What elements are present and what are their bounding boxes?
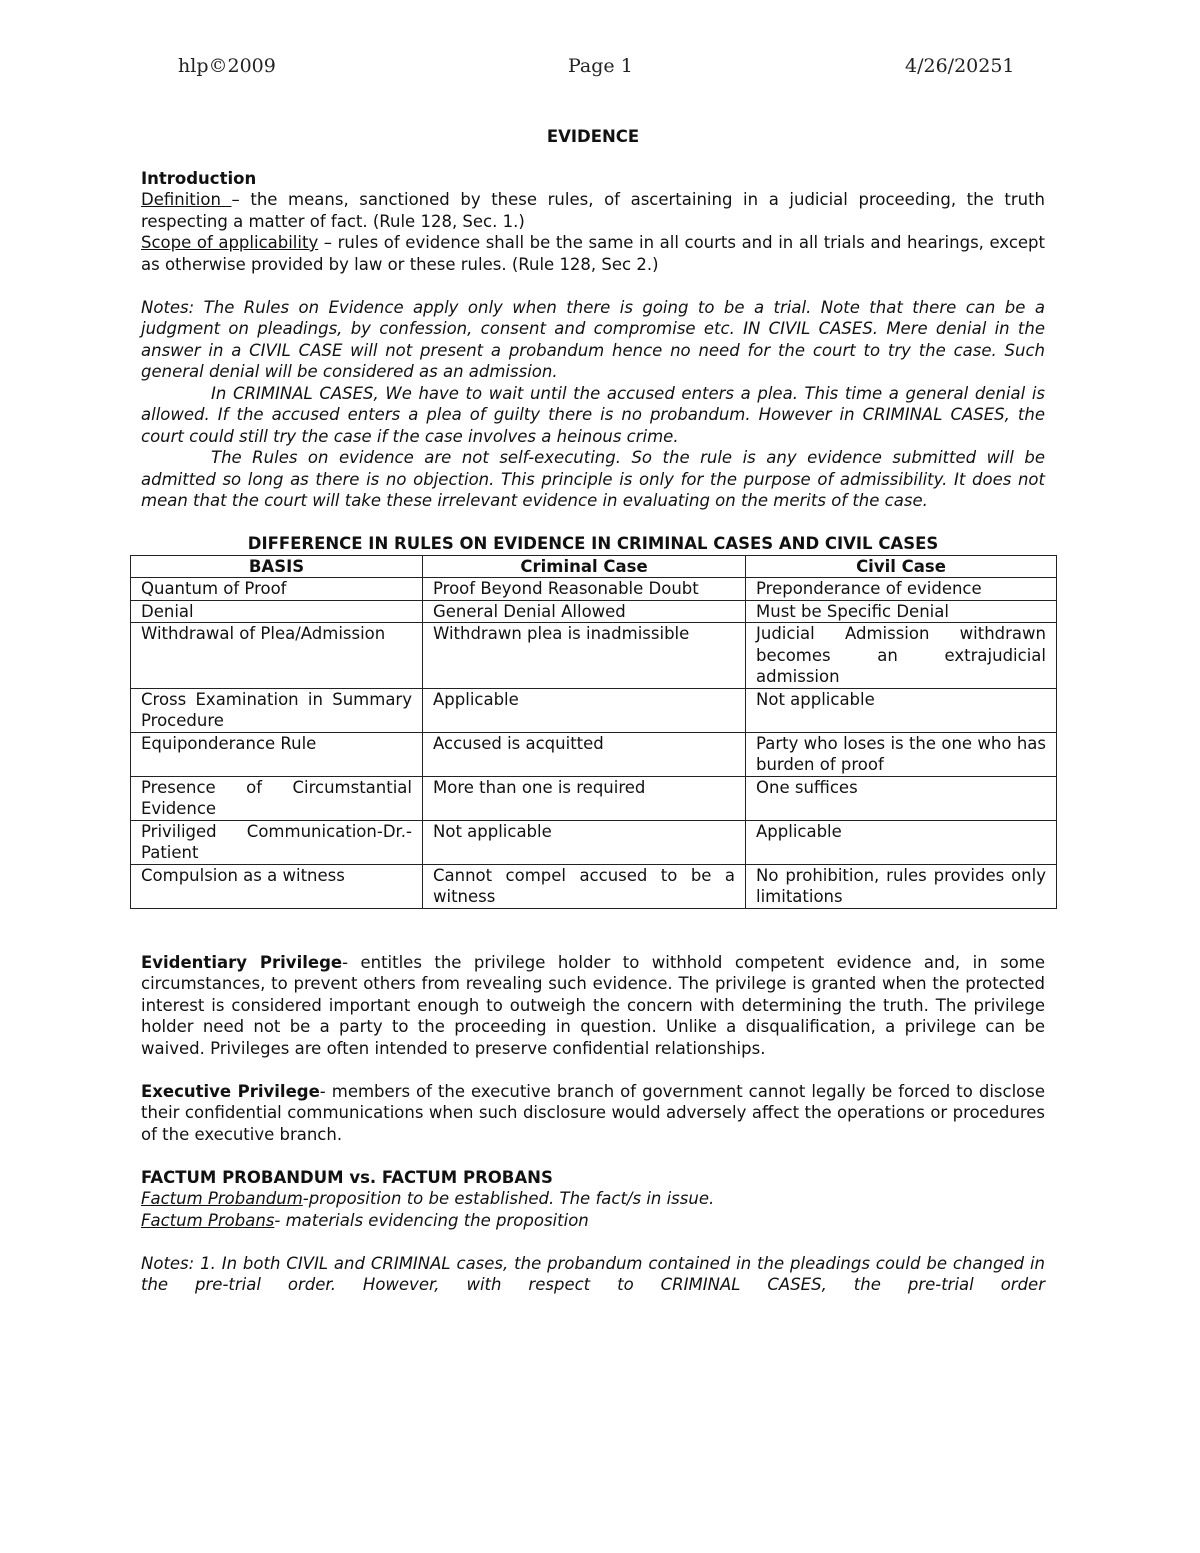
table-cell: Quantum of Proof — [131, 578, 423, 601]
table-row — [131, 732, 1057, 776]
table-cell: No prohibition, rules provides only limitations — [746, 864, 1057, 908]
table-cell: Withdrawal of Plea/Admission — [131, 623, 423, 689]
factum-probandum-paragraph — [141, 1188, 1045, 1210]
scope-text: – rules of evidence shall be the same in all courts and in all trials and hearings, except as otherwise provided by law or these rules. (Rule 128, Sec 2.) — [141, 233, 1045, 274]
notes-paragraph-2: In CRIMINAL CASES, We have to wait until the accused enters a plea. This time a general denial is allowed. If the accused enters a plea of guilty there is no probandum. However in CRIMINAL CASES, the court could still try the case if the case involves a heinous crime. — [141, 383, 1045, 446]
factum-notes-paragraph: Notes: 1. In both CIVIL and CRIMINAL cases, the probandum contained in the pleadings could be changed in the pre-trial order. However, with respect to CRIMINAL CASES, the pre-trial order — [141, 1253, 1045, 1294]
evidentiary-privilege-paragraph — [141, 952, 1045, 1060]
table-cell: Judicial Admission withdrawn becomes an extrajudicial admission — [746, 623, 1057, 689]
table-cell: Withdrawn plea is inadmissible — [423, 623, 746, 689]
table-cell: Applicable — [746, 820, 1057, 864]
table-header-criminal: Criminal Case — [423, 555, 746, 578]
table-row — [131, 820, 1057, 864]
table-cell: Applicable — [423, 688, 746, 732]
table-cell: Equiponderance Rule — [131, 732, 423, 776]
executive-privilege-term: Executive Privilege — [141, 1081, 320, 1101]
notes-paragraph-3: The Rules on evidence are not self-executing. So the rule is any evidence submitted will be admitted so long as there is no objection. This principle is only for the purpose of admissibility. It does not mean that the court will take these irrelevant evidence in evaluating on the merits of the case. — [141, 448, 1045, 510]
document-body — [141, 126, 1045, 1296]
table-cell: Not applicable — [423, 820, 746, 864]
table-cell: General Denial Allowed — [423, 600, 746, 623]
table-row — [131, 864, 1057, 908]
header-page-number: Page 1 — [568, 55, 633, 77]
table-header-basis: BASIS — [131, 555, 423, 578]
definition-term: Definition — [141, 190, 232, 209]
executive-privilege-paragraph — [141, 1081, 1045, 1146]
table-title: DIFFERENCE IN RULES ON EVIDENCE IN CRIMINAL CASES AND CIVIL CASES — [247, 534, 939, 553]
table-cell: Party who loses is the one who has burden of proof — [746, 732, 1057, 776]
table-cell: Proof Beyond Reasonable Doubt — [423, 578, 746, 601]
table-cell: Must be Specific Denial — [746, 600, 1057, 623]
table-cell: One suffices — [746, 776, 1057, 820]
definition-text: – the means, sanctioned by these rules, of ascertaining in a judicial proceeding, the truth respecting a matter of fact. (Rule 128, Sec. 1.) — [141, 190, 1045, 231]
table-cell: Accused is acquitted — [423, 732, 746, 776]
intro-heading: Introduction — [141, 168, 257, 188]
factum-probans-paragraph — [141, 1210, 1045, 1232]
page-title: EVIDENCE — [546, 127, 640, 146]
comparison-table — [130, 555, 1057, 909]
table-row — [131, 623, 1057, 689]
factum-probans-term: Factum Probans — [141, 1210, 275, 1230]
factum-probandum-text: -proposition to be established. The fact/s in issue. — [302, 1189, 715, 1208]
table-cell: Presence of Circumstantial Evidence — [131, 776, 423, 820]
table-row — [131, 776, 1057, 820]
table-row — [131, 600, 1057, 623]
evidentiary-privilege-text: - entitles the privilege holder to withhold competent evidence and, in some circumstances, to prevent others from revealing such evidence. The privilege is granted when the protected interest is considered important enough to outweigh the concern with determining the truth. The privilege holder need not be a party to the proceeding in question. Unlike a disqualification, a privilege can be waived. Privileges are often intended to preserve confidential relationships. — [141, 952, 1045, 1058]
evidentiary-privilege-term: Evidentiary Privilege — [141, 952, 343, 972]
factum-heading: FACTUM PROBANDUM vs. FACTUM PROBANS — [141, 1167, 553, 1187]
scope-paragraph — [141, 232, 1045, 275]
table-cell: Not applicable — [746, 688, 1057, 732]
table-row — [131, 688, 1057, 732]
notes-paragraph-1: Notes: The Rules on Evidence apply only when there is going to be a trial. Note that there can be a judgment on pleadings, by confession, consent and compromise etc. IN CIVIL CASES. Mere denial in the answer in a CIVIL CASE will not present a probandum hence no need for the court to try the case. Such general denial will be considered as an admission. — [141, 297, 1045, 381]
table-cell: Cross Examination in Summary Procedure — [131, 688, 423, 732]
table-cell: Priviliged Communication-Dr.-Patient — [131, 820, 423, 864]
executive-privilege-text: - members of the executive branch of government cannot legally be forced to disclose their confidential communications when such disclosure would adversely affect the operations or procedures of the executive branch. — [141, 1081, 1045, 1144]
table-cell: Preponderance of evidence — [746, 578, 1057, 601]
table-row — [131, 578, 1057, 601]
table-header-civil: Civil Case — [746, 555, 1057, 578]
definition-paragraph — [141, 189, 1045, 232]
scope-term: Scope of applicability — [141, 233, 319, 252]
table-cell: Denial — [131, 600, 423, 623]
factum-probandum-term: Factum Probandum — [141, 1189, 303, 1208]
header-date: 4/26/20251 — [905, 55, 1015, 77]
header-copyright: hlp©2009 — [178, 55, 276, 77]
table-cell: Cannot compel accused to be a witness — [423, 864, 746, 908]
table-cell: More than one is required — [423, 776, 746, 820]
factum-probans-text: - materials evidencing the proposition — [274, 1210, 589, 1230]
table-header-row — [131, 555, 1057, 578]
table-cell: Compulsion as a witness — [131, 864, 423, 908]
